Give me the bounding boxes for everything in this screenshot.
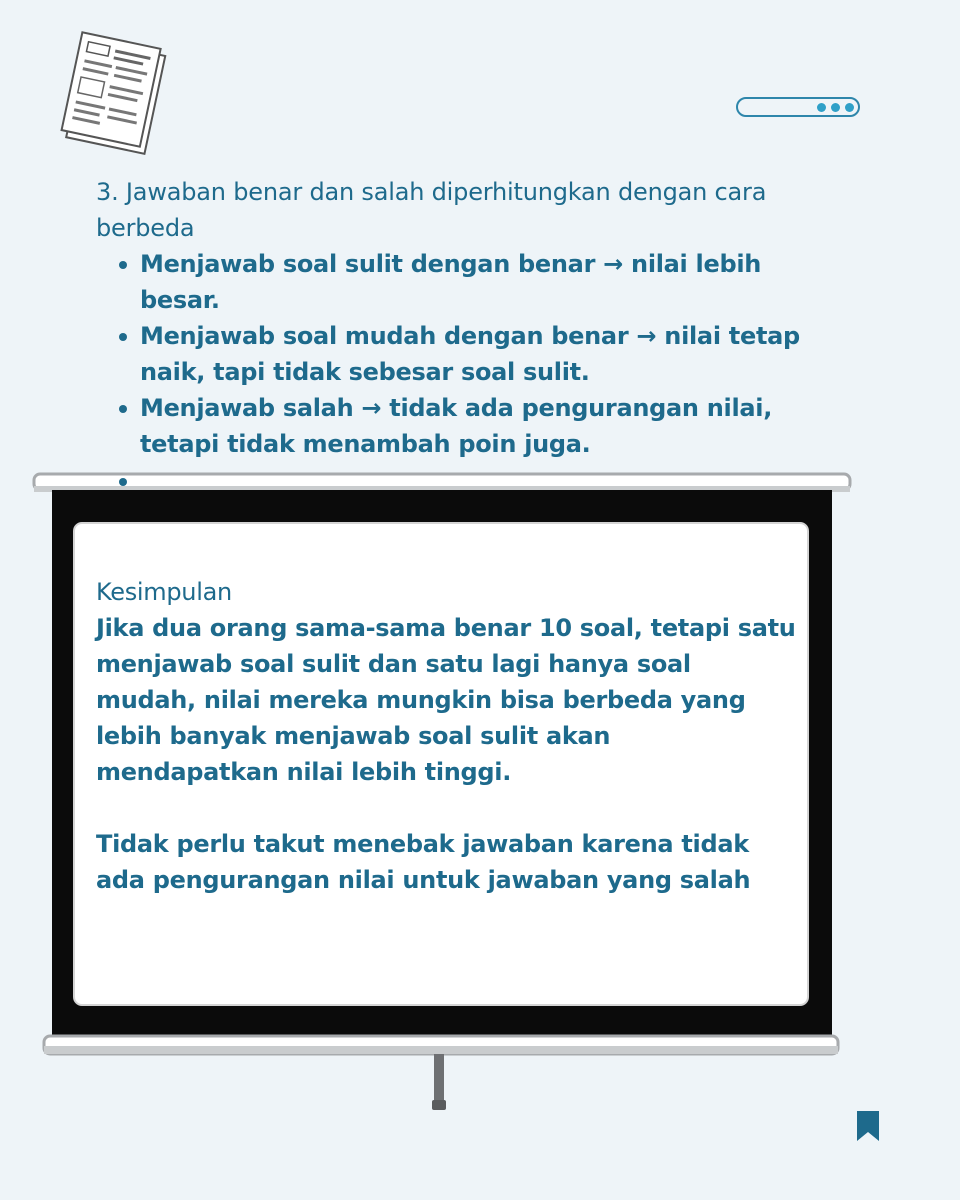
conclusion-paragraph-2: Tidak perlu takut menebak jawaban karena tidak ada pengurangan nilai untuk jawaban yang salah (96, 830, 751, 894)
dot-2 (831, 103, 840, 112)
conclusion-title: Kesimpulan (96, 578, 232, 606)
list-item: Menjawab soal mudah dengan benar → nilai tetap naik, tapi tidak sebesar soal sulit. (140, 318, 820, 390)
newspaper-icon (48, 30, 178, 160)
list-item: Menjawab soal sulit dengan benar → nilai lebih besar. (140, 246, 820, 318)
conclusion-paragraph-1: Jika dua orang sama-sama benar 10 soal, tetapi satu menjawab soal sulit dan satu lagi hanya soal mudah, nilai mereka mungkin bisa berbeda yang lebih banyak menjawab soal sulit akan mendapatkan nilai lebih tinggi. (96, 614, 796, 786)
dot-1 (817, 103, 826, 112)
list-item: Menjawab salah → tidak ada pengurangan nilai, tetapi tidak menambah poin juga. (140, 390, 820, 462)
dot-3 (845, 103, 854, 112)
points-list (140, 246, 820, 462)
bookmark-icon[interactable] (856, 1110, 880, 1142)
conclusion-block (96, 574, 796, 898)
empty-bullet (119, 478, 127, 486)
more-dots-icon[interactable] (736, 97, 860, 117)
section-heading: 3. Jawaban benar dan salah diperhitungkan dengan cara berbeda (96, 178, 767, 242)
